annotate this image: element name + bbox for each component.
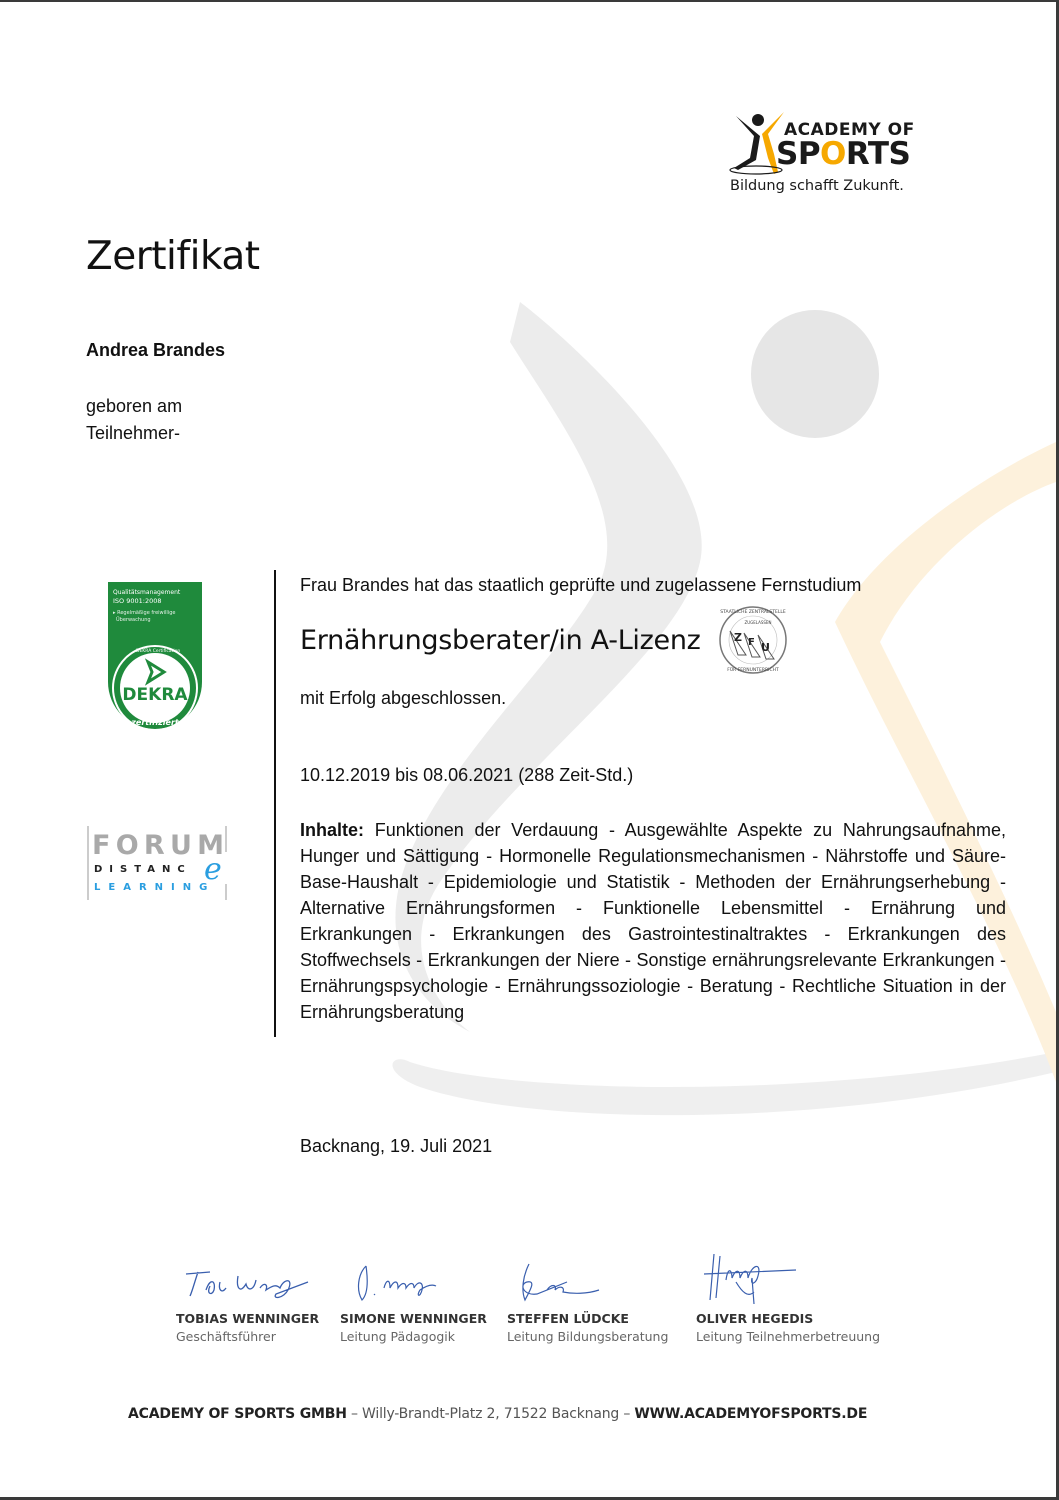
signatory-role: Leitung Pädagogik	[340, 1329, 456, 1344]
logo-rts: RTS	[845, 136, 911, 172]
signatory-role: Geschäftsführer	[176, 1329, 276, 1344]
zfu-inner: ZUGELASSEN	[744, 620, 772, 625]
signatory-name: OLIVER HEGEDIS	[696, 1311, 814, 1326]
forum-line-3: LEARNING	[94, 882, 216, 893]
contents-text: Funktionen der Verdauung - Ausgewählte Aspekte zu Nahrungsaufnahme, Hunger und Sättigung - Hormonelle Regulationsmechanismen - Nährstoffe und Säure-Base-Haushalt - Epidemiologie und Statistik - Methoden der Ernährungserhebung - Alternative Ernährungsformen - Funktionelle Lebensmittel - Ernährung und Erkrankungen - Erkrankungen des Gastrointestinaltraktes - Erkrankungen des Stoffwechsels - Erkrankungen der Niere - Sonstige ernährungsrelevante Erkrankungen - Ernährungspsychologie - Ernährungssoziologie - Beratung - Rechtliche Situation in der Ernährungsberatung	[300, 820, 1006, 1022]
footer-company: ACADEMY OF SPORTS GMBH	[128, 1406, 347, 1422]
place-date: Backnang, 19. Juli 2021	[300, 1136, 493, 1156]
signature-icon	[176, 1260, 316, 1306]
logo-line-1: ACADEMY OF	[784, 120, 915, 140]
signatory-role: Leitung Bildungsberatung	[507, 1329, 669, 1344]
course-contents	[300, 817, 1006, 1025]
zfu-f: F	[748, 637, 755, 648]
dekra-line-4: Überwachung	[116, 617, 151, 623]
course-title: Ernährungsberater/in A-Lizenz	[300, 625, 701, 656]
logo-o: O	[820, 136, 846, 172]
certificate-title: Zertifikat	[86, 234, 260, 279]
academy-of-sports-logo	[728, 110, 933, 202]
participant-details	[86, 393, 182, 447]
zfu-ring-bottom: FÜR FERNUNTERRICHT	[727, 668, 779, 673]
forum-e: e	[204, 852, 222, 887]
dekra-ring-text: DEKRA Certification	[136, 649, 181, 654]
intro-text: Frau Brandes hat das staatlich geprüfte und zugelassene Fernstudium	[300, 575, 862, 595]
divider-line	[274, 570, 276, 1037]
participant-label: Teilnehmer-	[86, 423, 181, 443]
footer-address: Willy-Brandt-Platz 2, 71522 Backnang	[362, 1406, 620, 1422]
zfu-u: U	[761, 641, 770, 654]
zfu-seal-icon	[712, 605, 794, 675]
footer	[128, 1406, 867, 1422]
forum-line-1: FORUM	[92, 830, 224, 861]
dekra-badge-icon	[106, 582, 204, 734]
logo-line-2	[776, 136, 910, 172]
footer-website[interactable]: WWW.ACADEMYOFSPORTS.DE	[634, 1406, 868, 1422]
born-label: geboren am	[86, 396, 183, 416]
zfu-ring-top: STAATLICHE ZENTRALSTELLE	[720, 610, 786, 615]
footer-separator: –	[346, 1406, 363, 1422]
logo-sp: SP	[776, 136, 821, 172]
zfu-z: Z	[734, 631, 742, 644]
dekra-line-3: ▸ Regelmäßige freiwillige	[113, 610, 176, 616]
signatory-name: TOBIAS WENNINGER	[176, 1311, 320, 1326]
completion-text: mit Erfolg abgeschlossen.	[300, 688, 507, 708]
dekra-brand: DEKRA	[122, 685, 188, 705]
course-period: 10.12.2019 bis 08.06.2021 (288 Zeit-Std.)	[300, 765, 634, 785]
signatory-name: STEFFEN LÜDCKE	[507, 1311, 629, 1326]
forum-line-2: DISTANC	[94, 864, 192, 875]
signature-block	[507, 1260, 707, 1344]
signatory-role: Leitung Teilnehmerbetreuung	[696, 1329, 881, 1344]
logo-tagline: Bildung schafft Zukunft.	[730, 178, 904, 194]
participant-name: Andrea Brandes	[86, 340, 226, 360]
forum-distance-learning-logo	[86, 824, 236, 902]
dekra-seal-text: zertifiziert	[131, 718, 179, 727]
signature-icon	[507, 1260, 647, 1306]
signature-icon	[696, 1252, 836, 1306]
certificate-page	[0, 2, 1056, 1497]
signature-block	[696, 1252, 896, 1344]
footer-separator: –	[619, 1406, 635, 1422]
dekra-line-2: ISO 9001:2008	[113, 597, 162, 605]
dekra-line-1: Qualitätsmanagement	[113, 589, 181, 596]
contents-label: Inhalte:	[300, 820, 365, 840]
signature-icon	[340, 1260, 480, 1306]
signatory-name: SIMONE WENNINGER	[340, 1311, 487, 1326]
